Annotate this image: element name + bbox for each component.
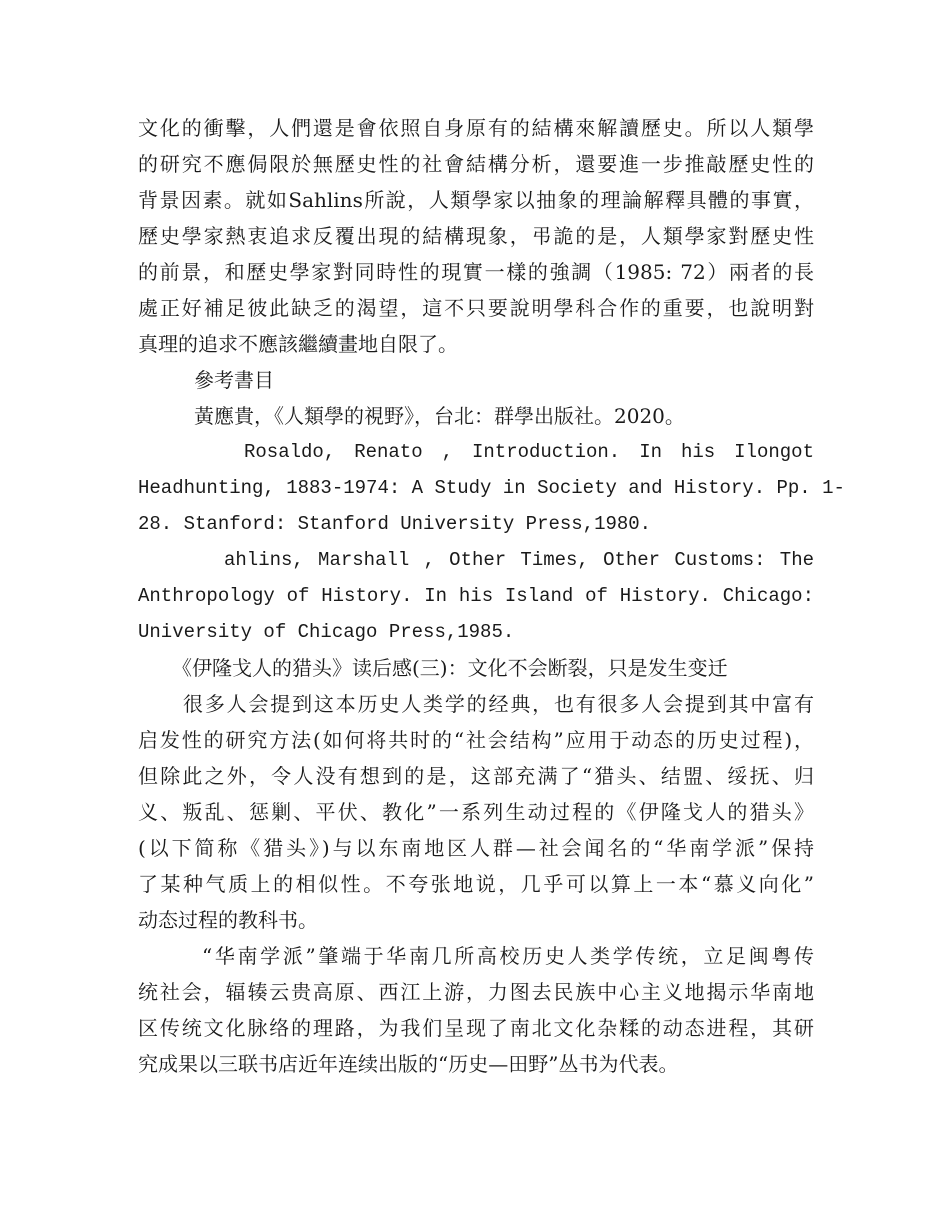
- section-title: 《伊隆戈人的猎头》读后感(三)：文化不会断裂，只是发生变迁: [172, 656, 728, 680]
- text-line: 究成果以三联书店近年连续出版的“历史—田野”丛书为代表。: [138, 1052, 679, 1076]
- paragraph-1: [138, 110, 814, 362]
- document-page: [138, 110, 845, 1082]
- text-line: 启发性的研究方法(如何将共时的“社会结构”应用于动态的历史过程)，: [138, 728, 814, 752]
- text-line: 真理的追求不應該繼續畫地自限了。: [138, 332, 458, 356]
- reference-line: Anthropology of History. In his Island of History. Chicago:: [138, 585, 814, 607]
- reference-line: ahlins, Marshall , Other Times, Other Customs: The: [224, 549, 814, 571]
- text-line: 了某种气质上的相似性。不夸张地说，几乎可以算上一本“慕义向化”: [138, 872, 814, 896]
- text-line: 的前景，和歷史學家對同時性的現實一樣的強調（1985: 72）兩者的長: [138, 260, 814, 284]
- text-line: 處正好補足彼此缺乏的渴望，這不只要說明學科合作的重要，也說明對: [138, 296, 814, 320]
- text-line: 的研究不應侷限於無歷史性的社會結構分析，還要進一步推敲歷史性的: [138, 152, 814, 176]
- reference-line: 28. Stanford: Stanford University Press,1980.: [138, 513, 652, 535]
- reference-line: Headhunting, 1883-1974: A Study in Society and History. Pp. 1-: [138, 477, 845, 499]
- text-line: 歷史學家熱衷追求反覆出現的結構現象，弔詭的是，人類學家對歷史性: [138, 224, 814, 248]
- text-line: 很多人会提到这本历史人类学的经典，也有很多人会提到其中富有: [183, 692, 814, 716]
- text-line: 区传统文化脉络的理路，为我们呈现了南北文化杂糅的动态进程，其研: [138, 1016, 814, 1040]
- reference-line: University of Chicago Press,1985.: [138, 621, 515, 643]
- text-line: “华南学派”肇端于华南几所高校历史人类学传统，立足闽粤传: [202, 944, 814, 968]
- paragraph-3: [138, 938, 814, 1082]
- paragraph-2: [138, 686, 814, 938]
- text-line: 义、叛乱、惩剿、平伏、教化”一系列生动过程的《伊隆戈人的猎头》: [138, 800, 814, 824]
- references-heading: 參考書目: [194, 368, 274, 392]
- text-line: 背景因素。就如Sahlins所說，人類學家以抽象的理論解釋具體的事實，: [138, 188, 814, 212]
- text-line: 统社会，辐辏云贵高原、西江上游，力图去民族中心主义地揭示华南地: [138, 980, 814, 1004]
- reference-item-2: [138, 434, 845, 542]
- text-line: 但除此之外，令人没有想到的是，这部充满了“猎头、结盟、绥抚、归: [138, 764, 814, 788]
- text-line: 文化的衝擊，人們還是會依照自身原有的結構來解讀歷史。所以人類學: [138, 116, 814, 140]
- text-line: (以下简称《猎头》)与以东南地区人群—社会闻名的“华南学派”保持: [138, 836, 814, 860]
- text-line: 动态过程的教科书。: [138, 908, 318, 932]
- reference-item-1: 黃應貴，《人類學的視野》，台北：群學出版社。2020。: [194, 404, 685, 428]
- reference-item-3: [138, 542, 814, 650]
- reference-line: Rosaldo, Renato , Introduction. In his Ilongot: [244, 441, 814, 463]
